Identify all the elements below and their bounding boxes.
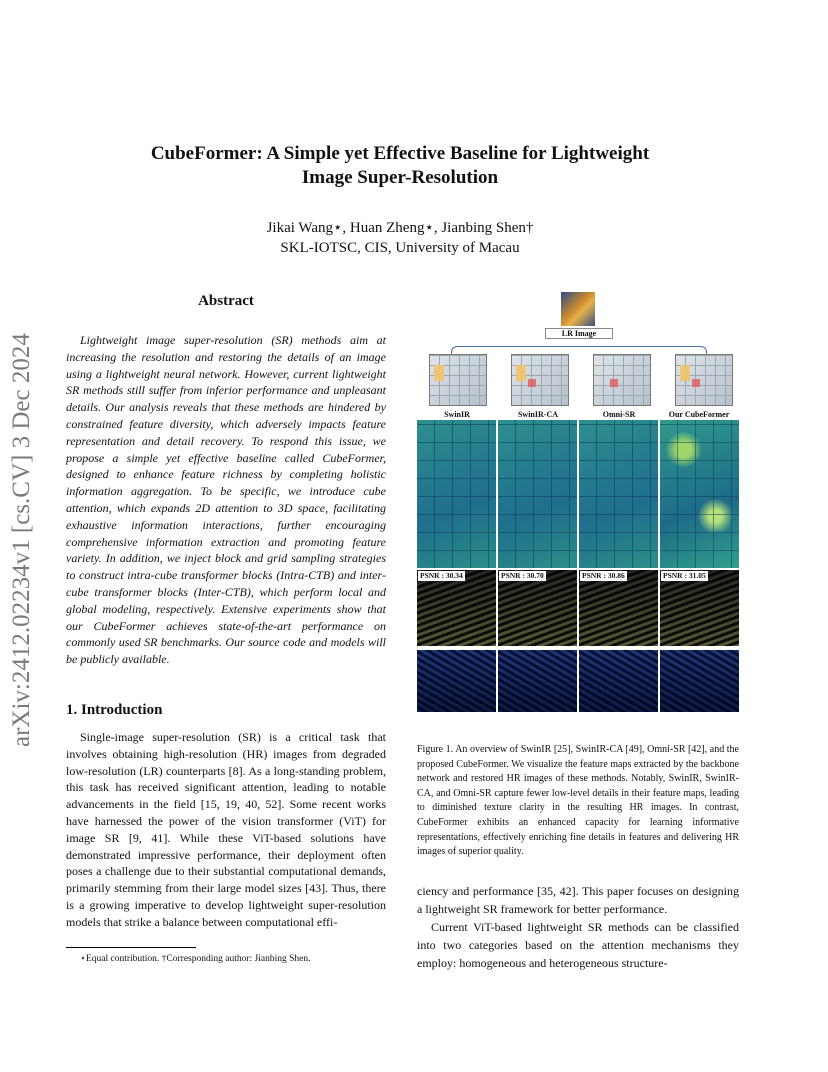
feature-map-omni-sr	[579, 420, 658, 568]
psnr-cubeformer: PSNR : 31.05	[663, 571, 706, 580]
paragraph-continuation: ciency and performance [35, 42]. This paper focuses on designing a lightweight SR framework for better performance.	[417, 884, 739, 916]
psnr-swinir-ca: PSNR : 30.70	[501, 571, 544, 580]
figure-connector-lines	[451, 346, 707, 357]
feature-map-swinir-ca	[498, 420, 577, 568]
feature-map-cubeformer	[660, 420, 739, 568]
lr-image-label: LR Image	[545, 328, 613, 339]
swinir-ca-attention-cube	[511, 354, 569, 406]
hr-image-omni-sr	[579, 570, 658, 646]
method-label-omni-sr: Omni-SR	[602, 410, 636, 419]
psnr-swinir: PSNR : 30.34	[420, 571, 463, 580]
zoom-crop-omni-sr	[579, 650, 658, 712]
method-label-swinir: SwinIR	[444, 410, 470, 419]
right-column-body	[417, 882, 739, 972]
figure-1-caption: Figure 1. An overview of SwinIR [25], SwinIR-CA [49], Omni-SR [42], and the proposed CubeFormer. We visualize the feature maps extracted by the backbone network and restored HR images of these methods. Notably, SwinIR, SwinIR-CA, and Omni-SR capture fewer low-level details in their feature maps, leading to diminished texture clarity in the resulting HR images. In contrast, CubeFormer exhibits an enhanced capacity for learning informative representations, effectively enriching fine details in features and delivering HR images of superior quality.	[417, 744, 739, 858]
zoom-crop-swinir	[417, 650, 496, 712]
author-block	[100, 218, 700, 258]
footnote-rule	[66, 947, 196, 948]
omni-sr-attention-cube	[593, 354, 651, 406]
hr-image-cubeformer	[660, 570, 739, 646]
feature-map-swinir	[417, 420, 496, 568]
method-label-swinir-ca: SwinIR-CA	[517, 410, 558, 419]
footnote: ⋆Equal contribution. †Corresponding author: Jianbing Shen.	[80, 954, 311, 964]
author-list: Jikai Wang⋆, Huan Zheng⋆, Jianbing Shen†	[266, 220, 534, 236]
affiliation: SKL-IOTSC, CIS, University of Macau	[280, 240, 520, 256]
swinir-attention-cube	[429, 354, 487, 406]
abstract-heading: Abstract	[198, 293, 254, 309]
hr-image-swinir	[417, 570, 496, 646]
introduction-heading: 1. Introduction	[66, 702, 163, 718]
zoom-crop-cubeformer	[660, 650, 739, 712]
zoom-crop-swinir-ca	[498, 650, 577, 712]
psnr-omni-sr: PSNR : 30.86	[582, 571, 625, 580]
cubeformer-attention-cube	[675, 354, 733, 406]
paper-title	[100, 142, 700, 190]
arxiv-identifier: arXiv:2412.02234v1 [cs.CV] 3 Dec 2024	[8, 333, 35, 747]
title-line-1: CubeFormer: A Simple yet Effective Baseline for Lightweight	[150, 143, 650, 164]
title-line-2: Image Super-Resolution	[301, 167, 499, 188]
lr-image-thumbnail	[561, 292, 595, 326]
abstract-body: Lightweight image super-resolution (SR) methods aim at increasing the resolution and restoring the details of an image using a lightweight neural network. However, current lightweight SR methods still suffer from inferior performance and unpleasant details. Our analysis reveals that these methods are hindered by constrained feature diversity, which adversely impacts feature representation and detail recovery. To respond this issue, we propose a simple yet effective baseline called CubeFormer, designed to enhance feature richness by completing holistic information aggregation. To be specific, we introduce cube attention, which expands 2D attention to 3D space, facilitating exhaustive information interactions, further encouraging comprehensive information extraction and promoting feature variety. In addition, we inject block and grid sampling strategies to construct intra-cube transformer blocks (Intra-CTB) and inter-cube transformer blocks (Inter-CTB), which perform local and global modeling, respectively. Extensive experiments show that our CubeFormer achieves state-of-the-art performance on commonly used SR benchmarks. Our source code and models will be publicly available.	[66, 333, 386, 667]
method-label-cubeformer: Our CubeFormer	[668, 410, 730, 419]
figure-1	[417, 292, 739, 712]
hr-image-swinir-ca	[498, 570, 577, 646]
introduction-body: Single-image super-resolution (SR) is a critical task that involves obtaining high-resolution (HR) images from degraded low-resolution (LR) counterparts [8]. As a long-standing problem, this task has received significant attention, leading to notable advancements in the field [15, 19, 40, 52]. Some recent works have harnessed the power of the vision transformer (ViT) for image SR [9, 41]. While these ViT-based solutions have demonstrated impressive performance, their deployment often poses a challenge due to their substantial computational demands, primarily stemming from their large model sizes [43]. Thus, there is a growing imperative to develop lightweight super-resolution models that strike a balance between computational effi-	[66, 730, 386, 929]
paragraph-vit-categories: Current ViT-based lightweight SR methods can be classified into two categories based on the attention mechanisms they employ: homogeneous and heterogeneous structure-	[417, 920, 739, 970]
